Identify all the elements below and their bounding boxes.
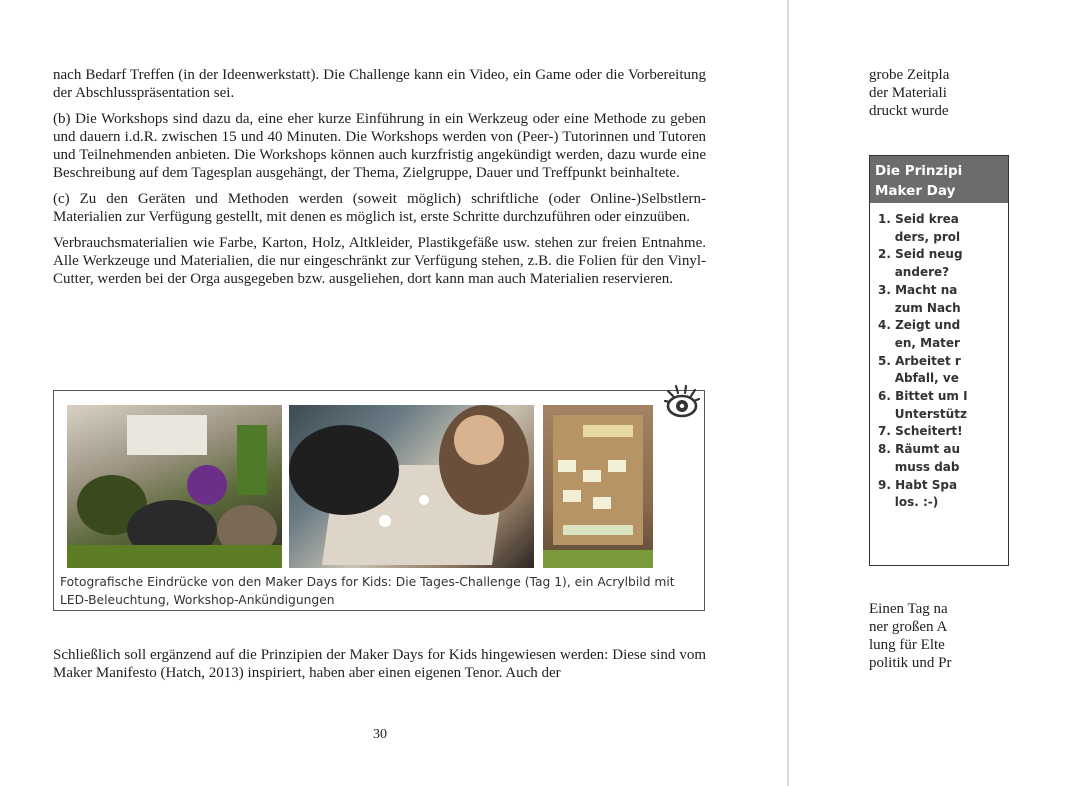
list-item: Unterstütz xyxy=(878,406,967,421)
paragraph: (b) Die Workshops sind dazu da, eine eher kurze Einführung in ein Werkzeug oder eine Methode zu geben und dauern i.d.R. zwischen 15 und 40 Minuten. Die Workshops werden von (Peer-) Tutorinnen und Tutoren und Teilnehmenden anbieten. Die Workshops können auch kurzfristig angekündigt werden, dazu wurde eine Beschreibung auf dem Tagesplan ausgehängt, der Thema, Zielgruppe, Dauer und Treffpunkt beinhaltete. xyxy=(53,111,706,181)
principles-box xyxy=(869,155,1009,566)
text-line: lung für Elte xyxy=(869,637,945,653)
text-line: druckt wurde xyxy=(869,103,949,119)
paragraph: (c) Zu den Geräten und Methoden werden (soweit möglich) schriftliche (oder Online-)Selbstlern-Materialien zur Verfügung gestellt, mit denen es möglich ist, erste Schritte durchzuführen oder einzuüben. xyxy=(53,191,706,225)
text-line: grobe Zeitpla xyxy=(869,67,950,83)
list-item: 9. Habt Spa xyxy=(878,477,958,492)
list-item: andere? xyxy=(878,265,950,280)
photo-figure xyxy=(53,390,705,611)
list-item: los. :-) xyxy=(878,495,939,510)
list-item: 1. Seid krea xyxy=(878,212,959,226)
principles-box-title xyxy=(870,156,1008,203)
title-line: Maker Day xyxy=(875,183,956,199)
list-item: zum Nach xyxy=(878,300,961,315)
list-item: 4. Zeigt und xyxy=(878,318,961,333)
list-item: muss dab xyxy=(878,459,960,474)
paragraph: Schließlich soll ergänzend auf die Prinzipien der Maker Days for Kids hingewiesen werden: Diese sind vom Maker Manifesto (Hatch, 2013) inspiriert, haben aber einen eigenen Tenor. Auch der xyxy=(53,647,706,681)
list-item: 6. Bittet um I xyxy=(878,389,968,404)
title-line: Die Prinzipi xyxy=(875,163,963,179)
left-page-bottom xyxy=(53,646,706,682)
list-item: ders, prol xyxy=(878,229,961,244)
figure-caption: Fotografische Eindrücke von den Maker Days for Kids: Die Tages-Challenge (Tag 1), ein Acrylbild mit LED-Beleuchtung, Workshop-Ankündigungen xyxy=(60,575,675,607)
right-page-top-text xyxy=(869,66,1069,120)
photo-workshop-ankuendigungen xyxy=(543,405,653,568)
list-item: 3. Macht na xyxy=(878,282,958,297)
photo-tages-challenge xyxy=(67,405,282,568)
list-item: 2. Seid neug xyxy=(878,247,963,262)
text-line: der Materiali xyxy=(869,85,947,101)
text-line: Einen Tag na xyxy=(869,601,948,617)
paragraph: Verbrauchsmaterialien wie Farbe, Karton, Holz, Altkleider, Plastikgefäße usw. stehen zur freien Entnahme. Alle Werkzeuge und Materialien, die nur eingeschränkt zur Verfügung stehen, z.B. die Folien für den Vinyl-Cutter, werden bei der Orga ausgegeben bzw. ausgeliehen, dort kann man auch Materialien reservieren. xyxy=(53,235,706,287)
list-item: 5. Arbeitet r xyxy=(878,353,961,368)
left-page-body xyxy=(53,66,706,296)
right-page-bottom-text xyxy=(869,600,1069,672)
paragraph: nach Bedarf Treffen (in der Ideenwerkstatt). Die Challenge kann ein Video, ein Game oder die Vorbereitung der Abschlusspräsentation sei. xyxy=(53,67,706,101)
list-item: 7. Scheitert! xyxy=(878,424,963,439)
list-item: Abfall, ve xyxy=(878,371,959,386)
principles-list xyxy=(878,211,1078,512)
text-line: politik und Pr xyxy=(869,655,952,671)
list-item: 8. Räumt au xyxy=(878,442,961,457)
photo-acrylbild-led xyxy=(289,405,534,568)
right-page xyxy=(789,0,968,786)
list-item: en, Mater xyxy=(878,335,960,350)
page-number: 30 xyxy=(373,727,387,742)
eye-icon xyxy=(662,383,702,423)
text-line: ner großen A xyxy=(869,619,948,635)
